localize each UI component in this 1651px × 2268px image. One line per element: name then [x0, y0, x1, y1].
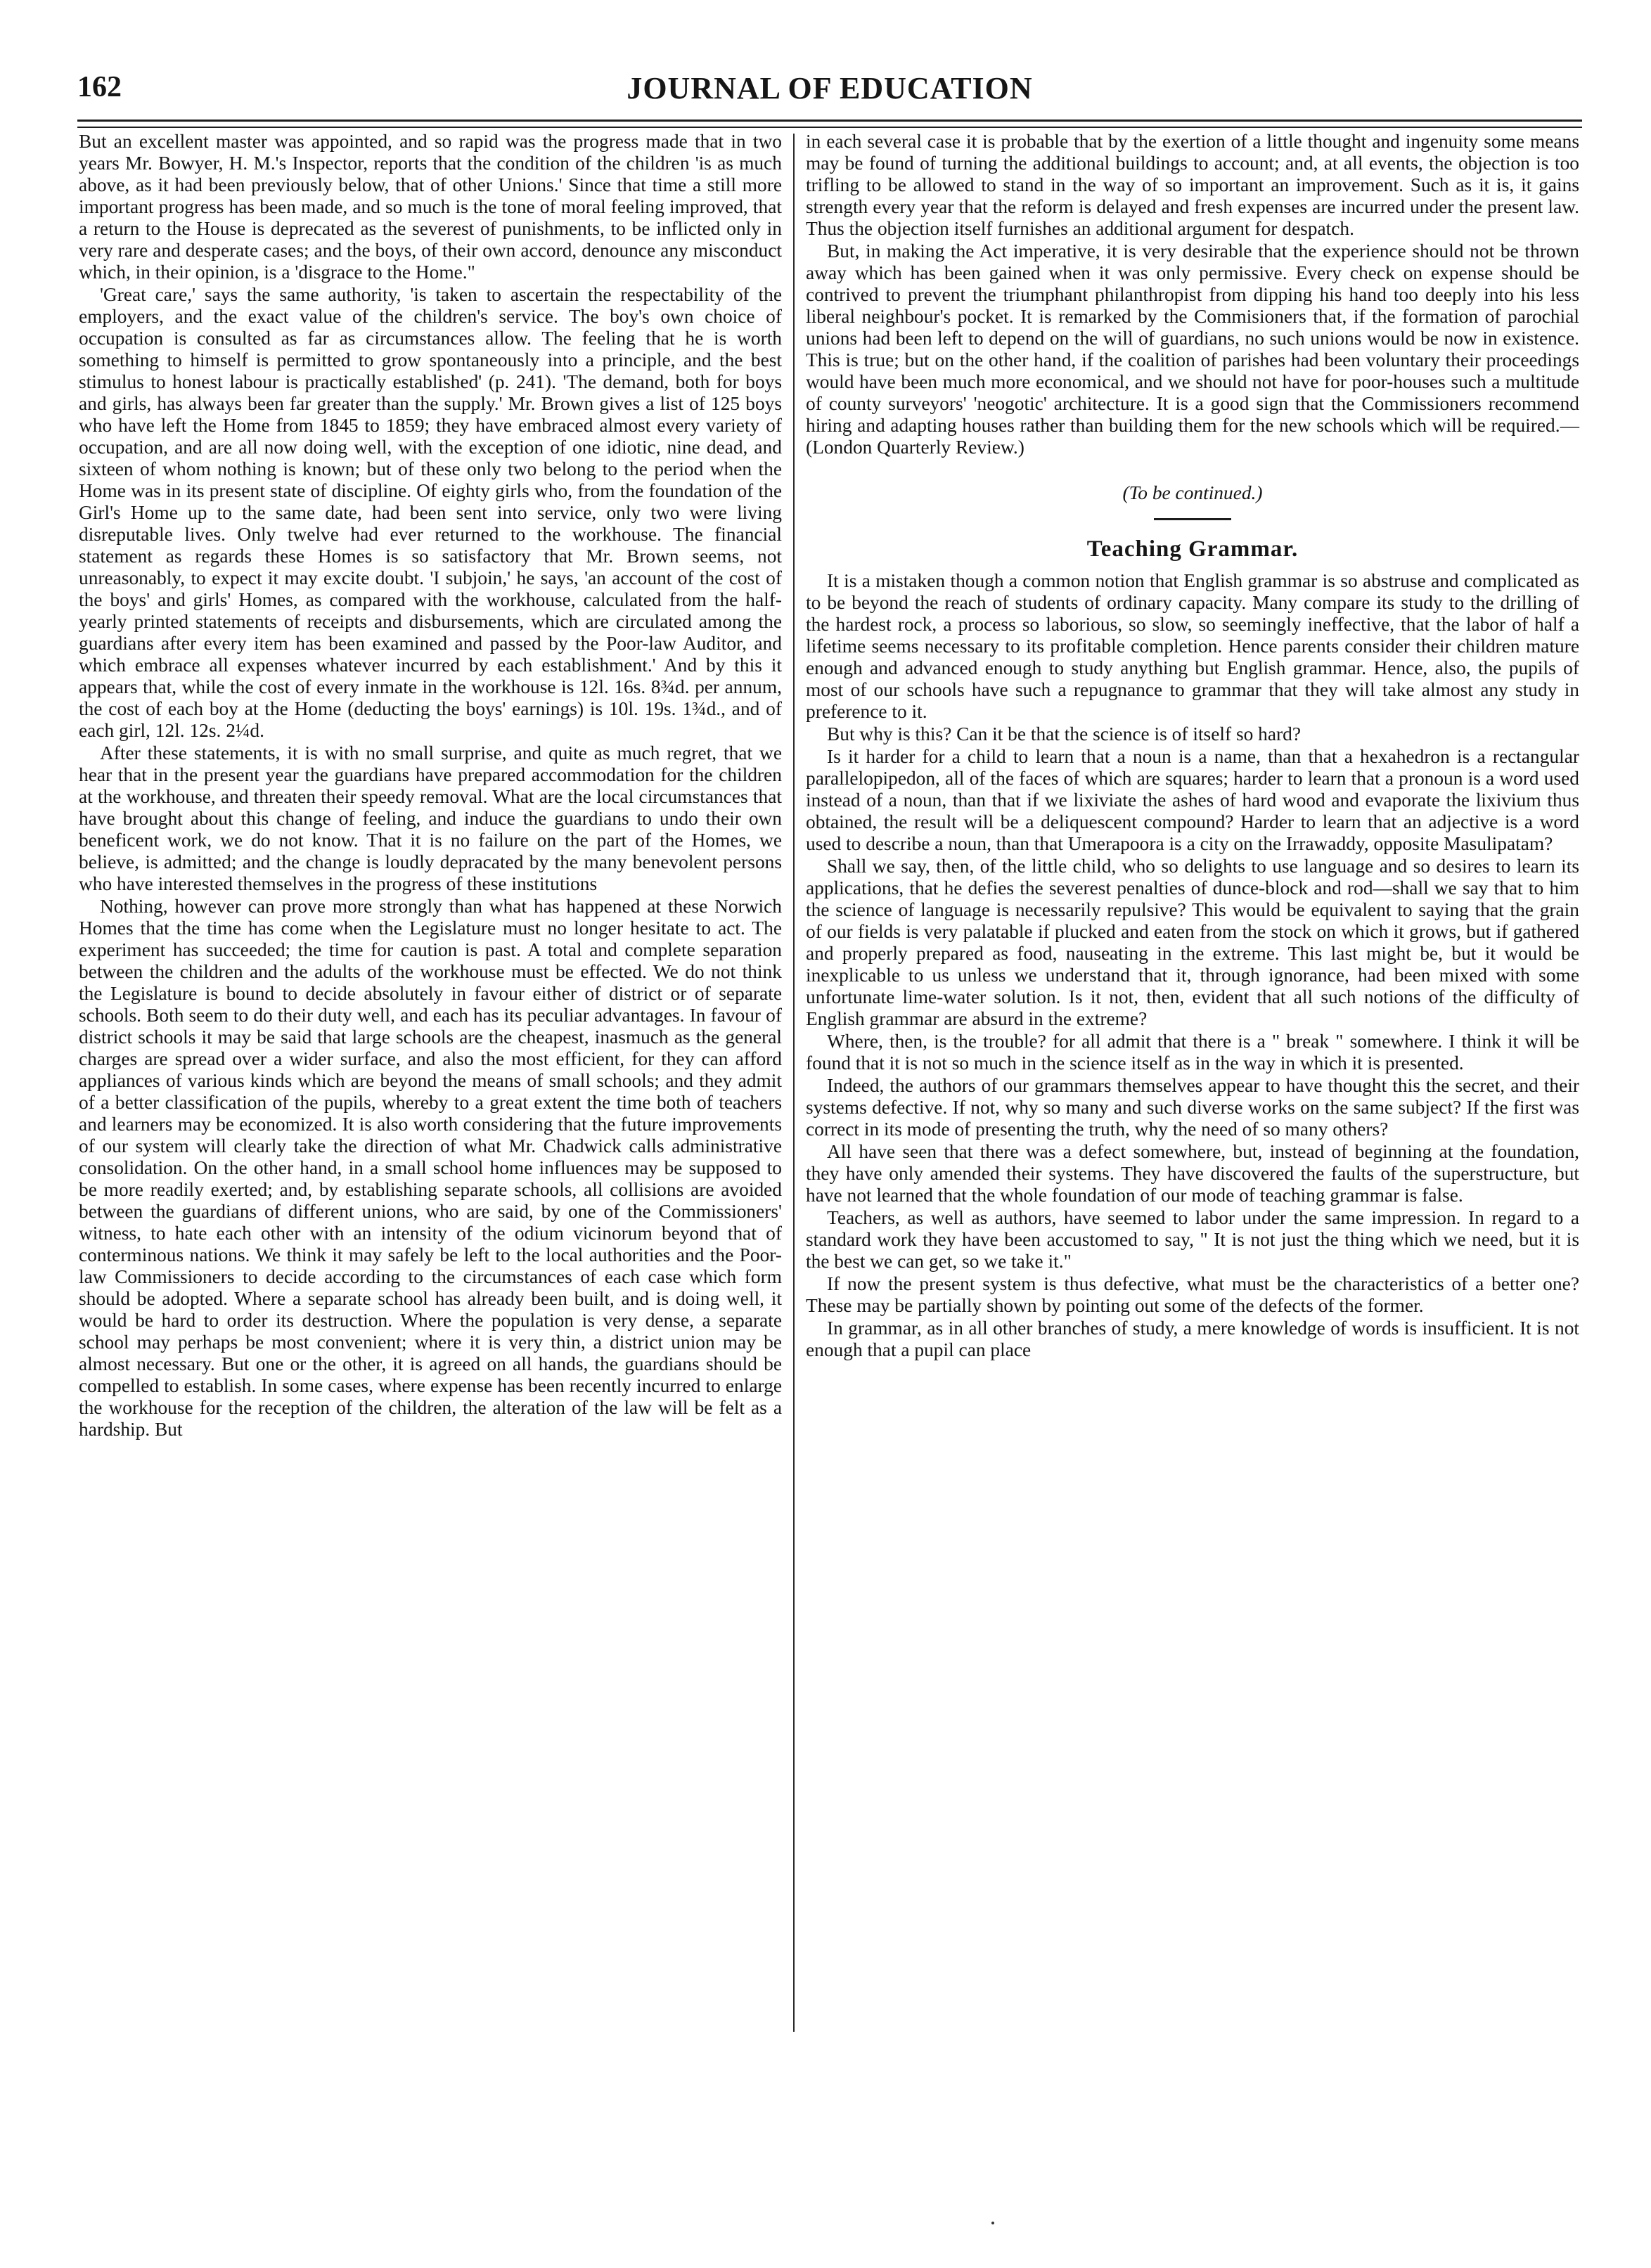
page-number: 162 — [77, 71, 122, 103]
paragraph: If now the present system is thus defective, what must be the characteristics of a better one? These may be partially shown by pointing out some of the defects of the former. — [806, 1273, 1579, 1316]
paragraph: But why is this? Can it be that the science is of itself so hard? — [827, 723, 1301, 745]
paragraph: Indeed, the authors of our grammars themselves appear to have thought this the secret, and their systems defective. If not, why so many and such diverse works on the same subject? If the first was correct in its mode of presenting the truth, why the need of so many others? — [806, 1075, 1579, 1140]
continued-note: (To be continued.) — [1122, 482, 1263, 503]
paragraph: 'Great care,' says the same authority, 'is taken to ascertain the respectability of the employers, and the exact value of the children's service. The boy's own choice of occupation is consulted as far as circumstances allow. The feeling that he is worth something to himself is permitted to grow spontaneously into a principle, and the best stimulus to honest labour is practically established' (p. 241). 'The demand, both for boys and girls, has always been far greater than the supply.' Mr. Brown gives a list of 125 boys who have left the Home from 1845 to 1859; they have embraced almost every variety of occupation, and are all now doing well, with the exception of one idiotic, nine dead, and sixteen of whom nothing is known; but of these only two belong to the period when the Home was in its present state of discipline. Of eighty girls who, from the foundation of the Girl's Home up to the same date, had been sent into service, only two were living disreputable lives. Only twelve had ever returned to the workhouse. The financial statement as regards these Homes is so satisfactory that Mr. Brown seems, not unreasonably, to expect it may excite doubt. 'I subjoin,' he says, 'an account of the cost of the boys' and girls' Homes, as compared with the workhouse, calculated from the half-yearly printed statements of receipts and disbursements, which are circulated among the guardians after every item has been examined and passed by the Poor-law Auditor, and which embrace all expenses whatever incurred by each establishment.' And by this it appears that, while the cost of every inmate in the workhouse is 12l. 16s. 8¾d. per annum, the cost of each boy at the Home (deducting the boys' earnings) is 10l. 19s. 1¾d., and of each girl, 12l. 12s. 2¼d. — [79, 284, 782, 741]
column-divider — [793, 134, 795, 2032]
paragraph: All have seen that there was a defect somewhere, but, instead of beginning at the foundation, they have only amended their systems. They have discovered the faults of the superstructure, but have not learned that the whole foundation of our mode of teaching grammar is false. — [806, 1141, 1579, 1206]
page-header — [77, 70, 1582, 127]
running-title: JOURNAL OF EDUCATION — [627, 71, 1033, 105]
paragraph: in each several case it is probable that by the exertion of a little thought and ingenuity some means may be found of turning the additional buildings to account; and, at all events, the objection is too trifling to be allowed to stand in the way of so important an improvement. Such as it is, it gains strength every year that the reform is delayed and fresh expenses are incurred under the present law. Thus the objection itself furnishes an additional argument for despatch. — [806, 131, 1579, 239]
right-column — [806, 131, 1579, 1361]
paragraph: After these statements, it is with no small surprise, and quite as much regret, that we hear that in the present year the guardians have prepared accommodation for the children at the workhouse, and threaten their speedy removal. What are the local circumstances that have brought about this change of feeling, and induce the guardians to undo their own beneficent work, we do not know. That it is no failure on the part of the Homes, we believe, is admitted; and the change is loudly depracated by the many benevolent persons who have interested themselves in the progress of these institutions — [79, 742, 782, 894]
header-rule-bottom — [77, 127, 1582, 128]
paragraph: Shall we say, then, of the little child, who so delights to use language and so desires to learn its applications, that he defies the severest penalties of dunce-block and rod—shall we say that to him the science of language is necessarily repulsive? This would be equivalent to saying that the grain of our fields is very palatable if plucked and eaten from the stock on which it grows, but if gathered and properly prepared as food, nauseating in the extreme. This last might be, but it would be inexplicable to us unless we understand that it, through ignorance, had been mixed with some unfortunate lime-water solution. Is it not, then, evident that all such notions of the difficulty of English grammar are absurd in the extreme? — [806, 856, 1579, 1029]
paragraph: In grammar, as in all other branches of study, a mere knowledge of words is insufficient. It is not enough that a pupil can place — [806, 1317, 1579, 1360]
paragraph: Is it harder for a child to learn that a noun is a name, than that a hexahedron is a rectangular parallelopipedon, all of the faces of which are squares; harder to learn that a pronoun is a word used instead of a noun, than that if we lixiviate the ashes of hard wood and evaporate the lixivium thus obtained, the result will be a deliquescent compound? Harder to learn that an adjective is a word used to describe a noun, than that Umerapoora is a city on the Irrawaddy, opposite Masulipatam? — [806, 746, 1579, 854]
paragraph: But, in making the Act imperative, it is very desirable that the experience should not be thrown away which has been gained when it was only permissive. Every check on expense should be contrived to prevent the triumphant philanthropist from dipping his hand too deeply into his less liberal neighbour's pocket. It is remarked by the Commisioners that, if the formation of parochial unions had been left to depend on the will of guardians, no such unions would be now in existence. This is true; but on the other hand, if the coalition of parishes had been voluntary their proceedings would have been much more economical, and we should not have for poor-houses such a multitude of county surveyors' 'neogotic' architecture. It is a good sign that the Commissioners recommend hiring and adapting houses rather than building them for the new schools which will be required.—(London Quarterly Review.) — [806, 240, 1579, 458]
paragraph: Teachers, as well as authors, have seemed to labor under the same impression. In regard to a standard work they have been accustomed to say, " It is not just the thing which we need, but it is the best we can get, so we take it." — [806, 1207, 1579, 1272]
header-rule-top — [77, 120, 1582, 122]
print-mark — [991, 2222, 994, 2224]
left-column — [79, 131, 782, 1441]
paragraph: Nothing, however can prove more strongly than what has happened at these Norwich Homes that the time has come when the Legislature must no longer hesitate to act. The experiment has succeeded; the time for caution is past. A total and complete separation between the children and the adults of the workhouse must be effected. We do not think the Legislature is bound to decide absolutely in favour either of district or of separate schools. Both seem to do their duty well, and each has its peculiar advantages. In favour of district schools it may be said that large schools are the cheapest, inasmuch as the general charges are spread over a wider surface, and also the most efficient, for they can afford appliances of various kinds which are beyond the means of small schools; and they admit of a better classification of the pupils, whereby to a great extent the time both of teachers and learners may be economized. It is also worth considering that the future improvements of our system will clearly take the direction of what Mr. Chadwick calls administrative consolidation. On the other hand, in a small school home influences may be supposed to be more readily exerted; and, by establishing separate schools, all collisions are avoided between the guardians of different unions, who are said, by one of the Commissioners' witness, to hate each other with an intensity of the odium vicinorum beyond that of conterminous nations. We think it may safely be left to the local authorities and the Poor-law Commissioners to decide according to the circumstances of each case which form should be adopted. Where a separate school has already been built, and is doing well, it would be hard to order its destruction. Where the population is very dense, a separate school may perhaps be most convenient; where it is very thin, a district union may be almost necessary. But one or the other, it is agreed on all hands, the guardians should be compelled to establish. In some cases, where expense has been recently incurred to enlarge the workhouse for the reception of the children, the alteration of the law will be felt as a hardship. But — [79, 896, 782, 1440]
section-title: Teaching Grammar. — [1086, 536, 1299, 562]
paragraph: Where, then, is the trouble? for all admit that there is a " break " somewhere. I think it will be found that it is not so much in the science itself as in the way in which it is presented. — [806, 1031, 1579, 1074]
section-divider — [1154, 518, 1231, 520]
paragraph: It is a mistaken though a common notion that English grammar is so abstruse and complicated as to be beyond the reach of students of ordinary capacity. Many compare its study to the drilling of the hardest rock, a process so laborious, so slow, so seemingly ineffective, that the labor of half a lifetime seems necessary to its profitable completion. Hence parents consider their children mature enough and advanced enough to study anything but English grammar. Hence, also, the pupils of most of our schools have such a repugnance to grammar that they will take almost any study in preference to it. — [806, 570, 1579, 722]
paragraph: But an excellent master was appointed, and so rapid was the progress made that in two years Mr. Bowyer, H. M.'s Inspector, reports that the condition of the children 'is as much above, as it had been previously below, that of other Unions.' Since that time a still more important progress has been made, and so much is the tone of moral feeling improved, that a return to the House is deprecated as the severest of punishments, to be inflicted only in very rare and desperate cases; and the boys, of their own accord, denounce any misconduct which, in their opinion, is a 'disgrace to the Home." — [79, 131, 782, 283]
